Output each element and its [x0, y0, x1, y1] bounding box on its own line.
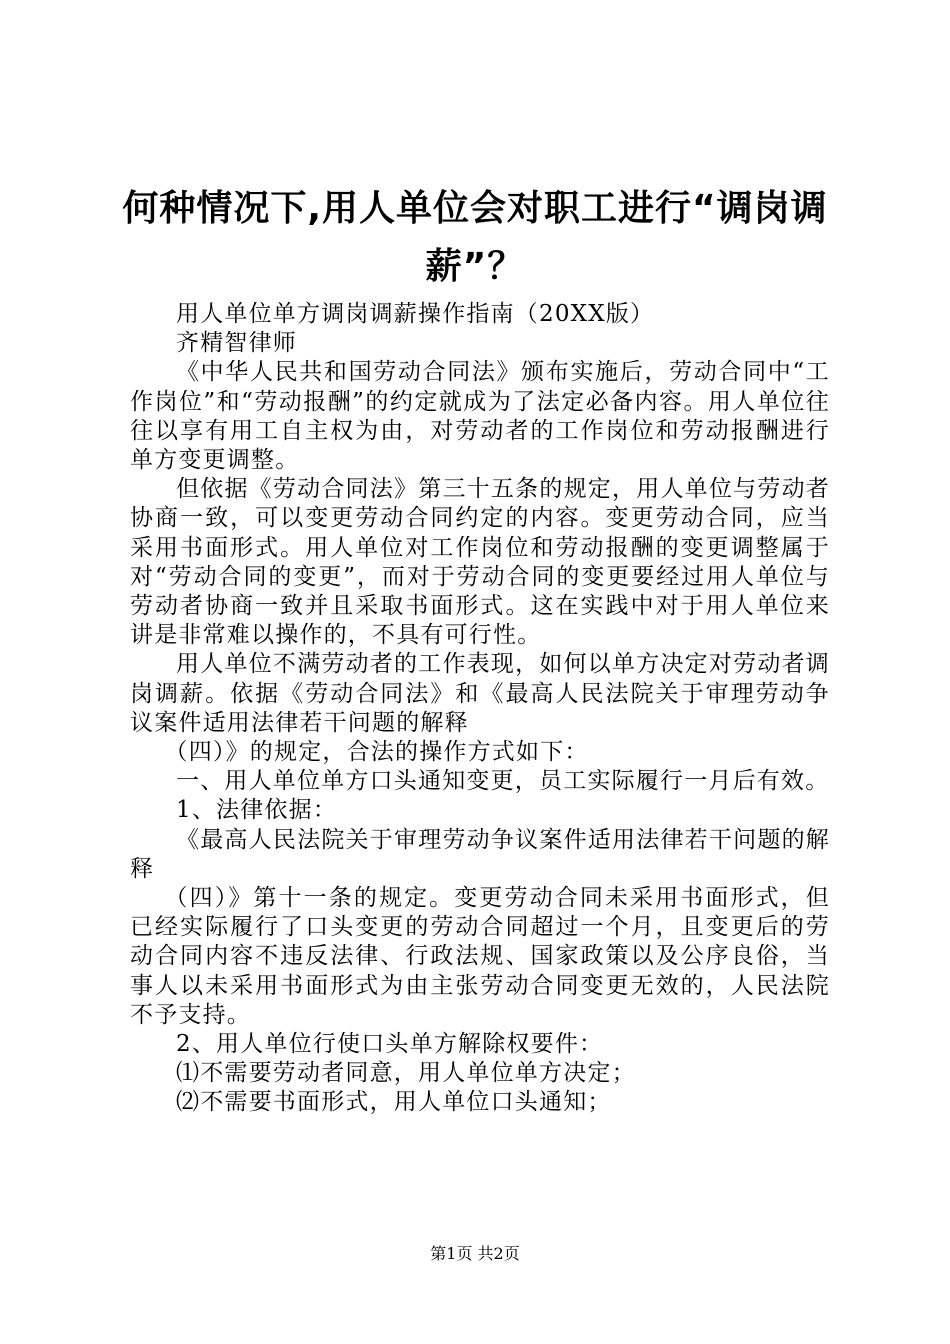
list-item: ⑵不需要书面形式，用人单位口头通知；	[176, 1089, 612, 1116]
paragraph-continuation: （四）》第十一条的规定。变更劳动合同未采用书面形式，但已经实际履行了口头变更的劳动合同超过一个月，且变更后的劳动合同内容不违反法律、行政法规、国家政策以及公序良俗，当事人以未采用书面形式为由主张劳动合同变更无效的，人民法院不予支持。	[130, 885, 830, 1028]
paragraph-subheading: 1、法律依据：	[176, 797, 338, 824]
document-body	[130, 300, 830, 1118]
paragraph: 《最高人民法院关于审理劳动争议案件适用法律若干问题的解释	[130, 826, 830, 882]
paragraph: 用人单位不满劳动者的工作表现，如何以单方决定对劳动者调岗调薪。依据《劳动合同法》和《最高人民法院关于审理劳动争议案件适用法律若干问题的解释	[130, 651, 830, 736]
paragraph-subheading: 2、用人单位行使口头单方解除权要件：	[176, 1031, 604, 1058]
document-title: 何种情况下,用人单位会对职工进行“调岗调薪”？	[122, 188, 828, 287]
paragraph-guide-title: 用人单位单方调岗调薪操作指南（20XX版）	[176, 301, 655, 327]
paragraph: 但依据《劳动合同法》第三十五条的规定，用人单位与劳动者协商一致，可以变更劳动合同约定的内容。变更劳动合同，应当采用书面形式。用人单位对工作岗位和劳动报酬的变更调整属于对“劳动合同的变更”，而对于劳动合同的变更要经过用人单位与劳动者协商一致并且采取书面形式。这在实践中对于用人单位来讲是非常难以操作的，不具有可行性。	[130, 476, 830, 649]
paragraph: 《中华人民共和国劳动合同法》颁布实施后，劳动合同中“工作岗位”和“劳动报酬”的约定就成为了法定必备内容。用人单位往往以享有用工自主权为由，对劳动者的工作岗位和劳动报酬进行单方变更调整。	[130, 359, 830, 474]
page-footer: 第1页 共2页	[430, 1244, 520, 1263]
paragraph-section-heading: 一、用人单位单方口头通知变更，员工实际履行一月后有效。	[176, 768, 830, 795]
list-item: ⑴不需要劳动者同意，用人单位单方决定；	[176, 1060, 636, 1087]
paragraph-author: 齐精智律师	[176, 330, 297, 357]
paragraph-continuation: （四）》的规定，合法的操作方式如下：	[164, 739, 589, 766]
